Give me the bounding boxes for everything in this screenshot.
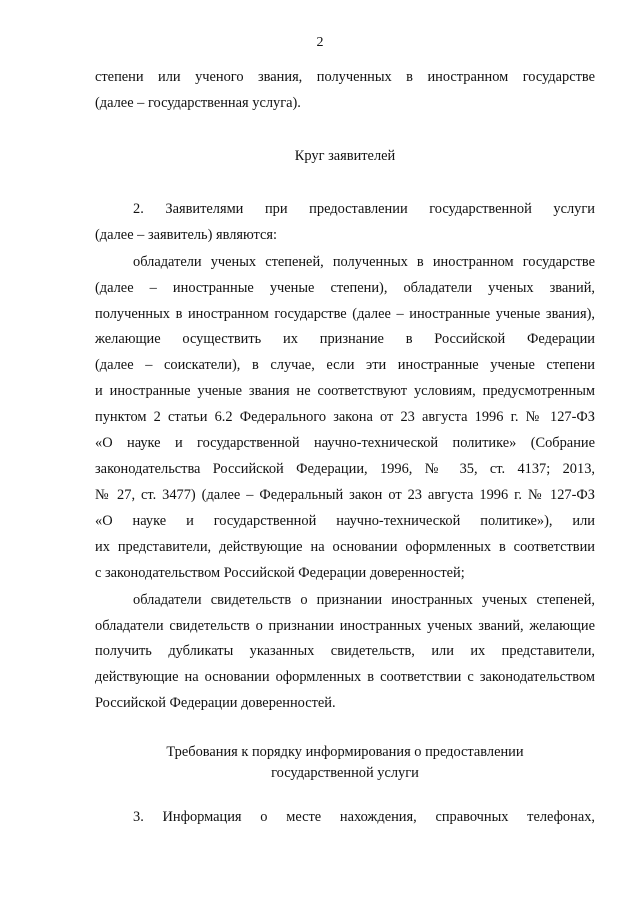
- text-line: № 27, ст. 3477) (далее – Федеральный закон от 23 августа 1996 г. № 127-ФЗ: [95, 487, 595, 503]
- text-line: законодательства Российской Федерации, 1996, № 35, ст. 4137; 2013,: [95, 461, 595, 477]
- text-line: «О науке и государственной научно-технической политике»), или: [95, 513, 595, 529]
- text-line: (далее – государственная услуга).: [95, 95, 301, 111]
- text-line: желающие осуществить их признание в Российской Федерации: [95, 331, 595, 347]
- text-line: полученных в иностранном государстве (далее – иностранные ученые звания),: [95, 306, 595, 322]
- text-line: получить дубликаты указанных свидетельств, или их представители,: [95, 643, 595, 659]
- text-line: с законодательством Российской Федерации доверенностей;: [95, 565, 465, 581]
- text-line: и иностранные ученые звания не соответствуют условиям, предусмотренным: [95, 383, 595, 399]
- text-line: обладатели свидетельств о признании иностранных ученых званий, желающие: [95, 618, 595, 634]
- section-heading: Требования к порядку информирования о предоставлении: [166, 744, 524, 760]
- text-line: (далее – заявитель) являются:: [95, 227, 278, 243]
- text-line: действующие на основании оформленных в соответствии с законодательством: [95, 669, 595, 685]
- section-heading: Круг заявителей: [294, 148, 396, 164]
- section-heading: государственной услуги: [271, 765, 419, 781]
- text-line: обладатели ученых степеней, полученных в иностранном государстве: [133, 254, 595, 270]
- text-line: 3. Информация о месте нахождения, справочных телефонах,: [133, 809, 595, 825]
- text-line: 2. Заявителями при предоставлении государственной услуги: [133, 201, 595, 217]
- text-line: (далее – иностранные ученые степени), обладатели ученых званий,: [95, 280, 595, 296]
- text-line: (далее – соискатели), в случае, если эти иностранные ученые степени: [95, 357, 595, 373]
- text-line: Российской Федерации доверенностей.: [95, 695, 336, 711]
- text-line: обладатели свидетельств о признании иностранных ученых степеней,: [133, 592, 595, 608]
- page-number: 2: [316, 35, 324, 50]
- text-line: степени или ученого звания, полученных в иностранном государстве: [95, 69, 595, 85]
- text-line: пунктом 2 статьи 6.2 Федерального закона от 23 августа 1996 г. № 127-ФЗ: [95, 409, 595, 425]
- text-line: «О науке и государственной научно-технической политике» (Собрание: [95, 435, 595, 451]
- text-line: их представители, действующие на основании оформленных в соответствии: [95, 539, 595, 555]
